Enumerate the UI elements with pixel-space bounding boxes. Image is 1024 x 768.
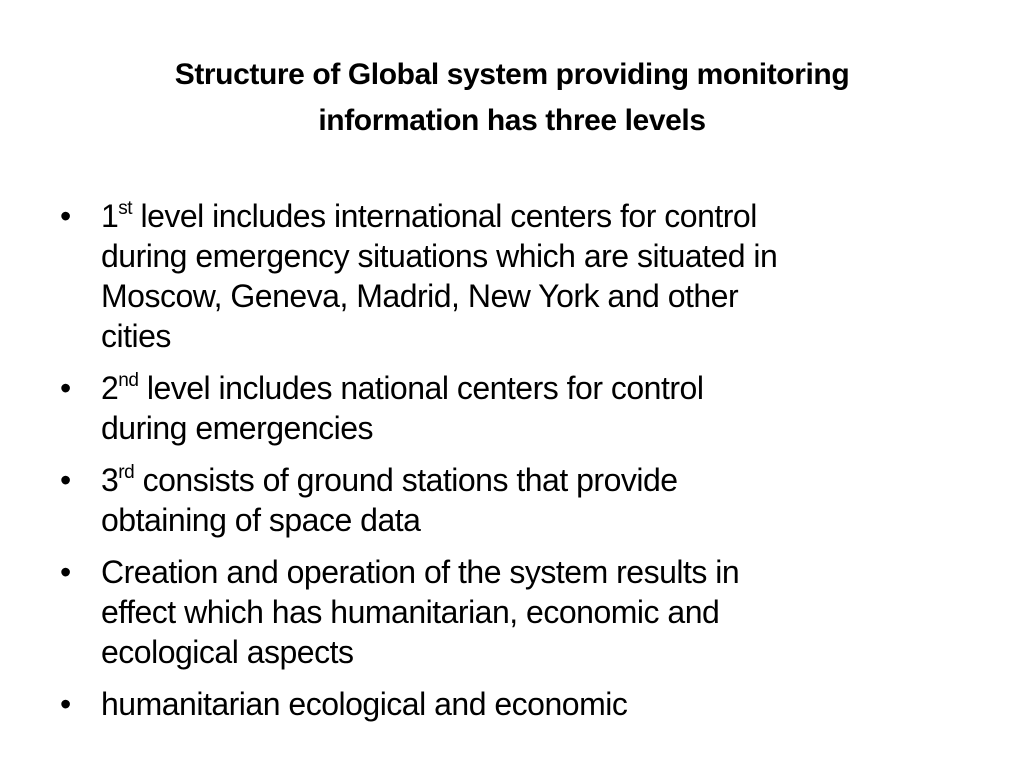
ordinal-number: 1	[101, 198, 119, 234]
bullet-line	[101, 196, 980, 236]
bullet-line: cities	[101, 318, 171, 354]
bullet-dot-icon: •	[60, 370, 71, 406]
ordinal-suffix: st	[118, 198, 133, 219]
bullet-dot-icon: •	[60, 198, 71, 234]
bullet-line	[101, 460, 980, 500]
slide-title	[80, 52, 944, 144]
title-line: Structure of Global system providing monitoring	[174, 58, 850, 91]
bullet-line: obtaining of space data	[101, 502, 421, 538]
ordinal-suffix: rd	[118, 462, 135, 483]
title-line: information has three levels	[318, 104, 706, 137]
bullet-line	[101, 368, 980, 408]
bullet-item-aspects	[60, 684, 980, 724]
bullet-line: during emergency situations which are situated in	[101, 238, 778, 274]
bullet-text: level includes international centers for control	[132, 198, 757, 234]
bullet-dot-icon: •	[60, 554, 71, 590]
bullet-line: effect which has humanitarian, economic and	[101, 594, 720, 630]
ordinal-number: 2	[101, 370, 119, 406]
bullet-line: during emergencies	[101, 410, 374, 446]
ordinal-suffix: nd	[118, 370, 139, 391]
ordinal-number: 3	[101, 462, 119, 498]
bullet-line: humanitarian ecological and economic	[101, 686, 628, 722]
bullet-text: consists of ground stations that provide	[134, 462, 678, 498]
bullet-item-level-2	[60, 368, 980, 448]
bullet-item-level-1	[60, 196, 980, 356]
bullet-line: Moscow, Geneva, Madrid, New York and other	[101, 278, 739, 314]
bullet-line: ecological aspects	[101, 634, 354, 670]
bullet-item-creation	[60, 552, 980, 672]
bullet-item-level-3	[60, 460, 980, 540]
bullet-line: Creation and operation of the system results in	[101, 554, 740, 590]
bullet-list	[60, 196, 980, 736]
bullet-text: level includes national centers for control	[138, 370, 704, 406]
bullet-dot-icon: •	[60, 462, 71, 498]
bullet-dot-icon: •	[60, 686, 71, 722]
